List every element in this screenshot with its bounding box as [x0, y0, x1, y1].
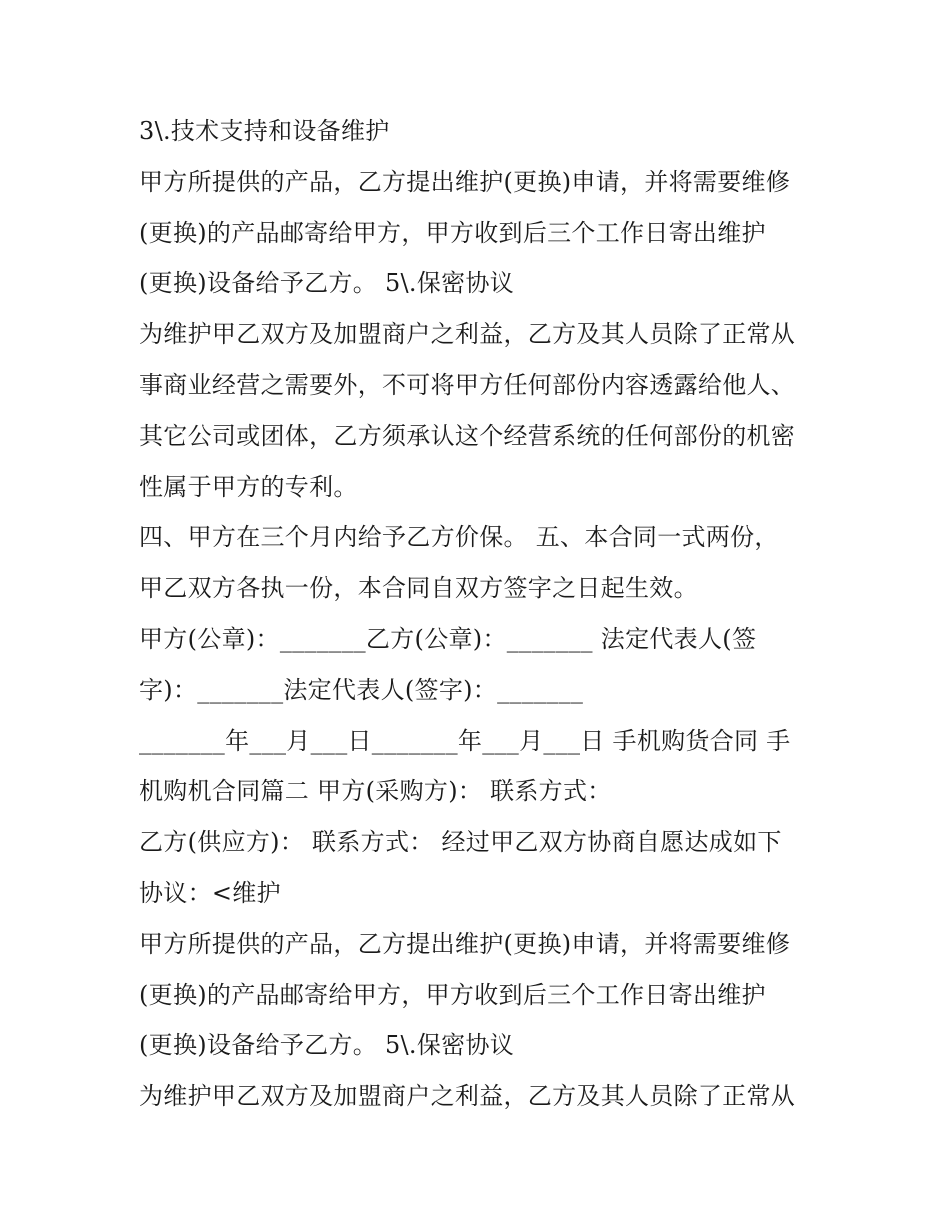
text-line: 乙方(供应方)： 联系方式： 经过甲乙双方协商自愿达成如下: [139, 828, 782, 857]
text-line: 为维护甲乙双方及加盟商户之利益，乙方及其人员除了正常从: [139, 1082, 796, 1111]
text-line: 协议：<维护: [139, 878, 281, 907]
text-line: (更换)的产品邮寄给甲方，甲方收到后三个工作日寄出维护: [139, 980, 766, 1009]
text-line: 事商业经营之需要外，不可将甲方任何部份内容透露给他人、: [139, 370, 796, 399]
text-line: (更换)设备给予乙方。 5\.保密协议: [139, 1031, 515, 1060]
text-line: 为维护甲乙双方及加盟商户之利益，乙方及其人员除了正常从: [139, 320, 796, 349]
text-line: 性属于甲方的专利。: [139, 472, 358, 501]
text-line: (更换)的产品邮寄给甲方，甲方收到后三个工作日寄出维护: [139, 218, 766, 247]
signature-line: 甲方(公章)：_______乙方(公章)：_______ 法定代表人(签: [139, 624, 757, 653]
text-line: 3\.技术支持和设备维护: [139, 117, 390, 145]
text-line: 甲方所提供的产品，乙方提出维护(更换)申请，并将需要维修: [139, 167, 791, 196]
text-line: 四、甲方在三个月内给予乙方价保。 五、本合同一式两份，: [139, 523, 779, 552]
signature-line: 字)：_______法定代表人(签字)：_______: [139, 675, 584, 704]
text-line: 甲方所提供的产品，乙方提出维护(更换)申请，并将需要维修: [139, 929, 791, 958]
text-line: 其它公司或团体，乙方须承认这个经营系统的任何部份的机密: [139, 421, 796, 450]
text-line: 机购机合同篇二 甲方(采购方)： 联系方式：: [139, 777, 612, 806]
date-line: _______年___月___日_______年___月___日 手机购货合同 手: [139, 726, 791, 755]
document-body: [139, 106, 829, 1122]
text-line: (更换)设备给予乙方。 5\.保密协议: [139, 269, 515, 298]
text-line: 甲乙双方各执一份，本合同自双方签字之日起生效。: [139, 574, 698, 603]
